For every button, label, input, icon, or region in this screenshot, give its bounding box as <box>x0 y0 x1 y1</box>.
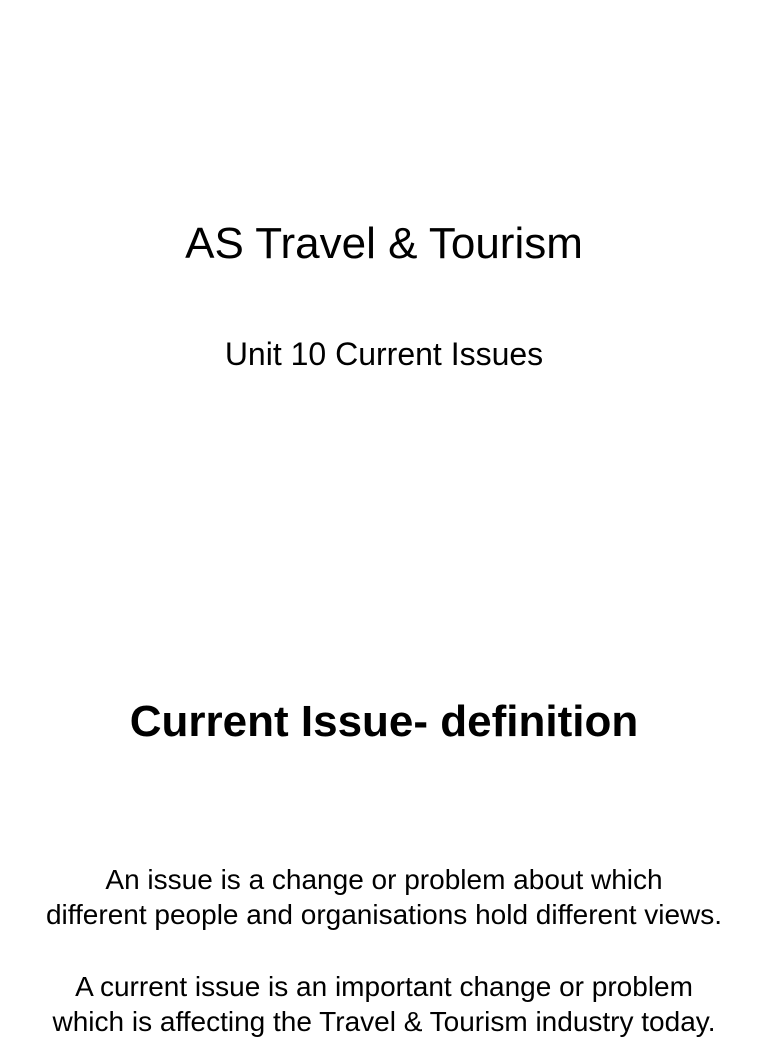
slide-2 <box>0 576 768 1037</box>
paragraph-line: different people and organisations hold different views. <box>45 899 723 930</box>
paragraph-line: A current issue is an important change or problem <box>75 971 693 1002</box>
definition-paragraph <box>0 862 768 932</box>
slide-subtitle: Unit 10 Current Issues <box>224 336 544 372</box>
slide-title: AS Travel & Tourism <box>185 219 583 268</box>
slide-body <box>0 862 768 1039</box>
definition-paragraph <box>0 969 768 1039</box>
paragraph-line: An issue is a change or problem about which <box>105 864 663 895</box>
slide-title: Current Issue- definition <box>129 697 639 746</box>
paragraph-line: which is affecting the Travel & Tourism industry today. <box>52 1006 716 1037</box>
